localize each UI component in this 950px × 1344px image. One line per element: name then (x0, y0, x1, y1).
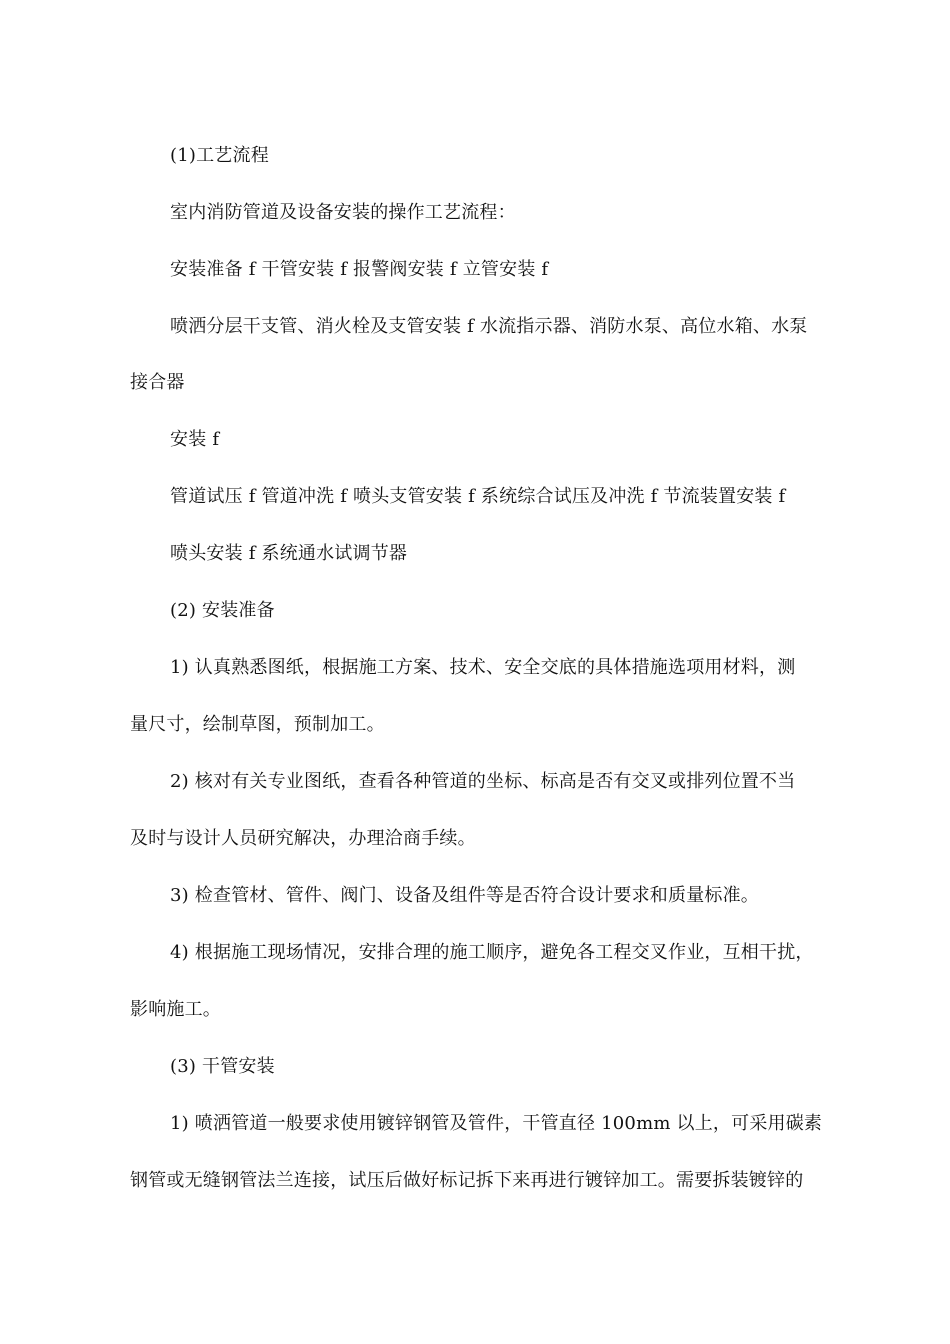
paragraph-line: 喷头安装 f 系统通水试调节器 (170, 543, 408, 564)
paragraph-line: 钢管或无缝钢管法兰连接，试压后做好标记拆下来再进行镀锌加工。需要拆装镀锌的 (130, 1170, 804, 1191)
section-heading-preparation: (2) 安装准备 (170, 600, 275, 621)
paragraph-line: 安装 f (170, 429, 220, 450)
paragraph-line: 量尺寸，绘制草图，预制加工。 (130, 714, 385, 735)
paragraph-line: 2) 核对有关专业图纸，查看各种管道的坐标、标高是否有交叉或排列位置不当 (170, 771, 796, 792)
paragraph-line: 喷洒分层干支管、消火栓及支管安装 f 水流指示器、消防水泵、高位水箱、水泵 (170, 316, 808, 337)
paragraph-line: 影响施工。 (130, 999, 221, 1020)
paragraph-line: 及时与设计人员研究解决，办理洽商手续。 (130, 828, 476, 849)
paragraph-line: 接合器 (130, 372, 185, 393)
paragraph-line: 管道试压 f 管道冲洗 f 喷头支管安装 f 系统综合试压及冲洗 f 节流装置安装 f (170, 486, 786, 507)
paragraph-line: 4) 根据施工现场情况，安排合理的施工顺序，避免各工程交叉作业，互相干扰， (170, 942, 814, 963)
paragraph-line: 1) 认真熟悉图纸，根据施工方案、技术、安全交底的具体措施选项用材料，测 (170, 657, 796, 678)
paragraph-line: 3) 检查管材、管件、阀门、设备及组件等是否符合设计要求和质量标准。 (170, 885, 759, 906)
section-heading-process-flow: (1)工艺流程 (170, 145, 269, 166)
section-heading-main-pipe: (3) 干管安装 (170, 1056, 275, 1077)
paragraph-line: 安装准备 f 干管安装 f 报警阀安装 f 立管安装 f (170, 259, 549, 280)
paragraph-line: 1) 喷洒管道一般要求使用镀锌钢管及管件，干管直径 100mm 以上，可采用碳素 (170, 1113, 823, 1134)
paragraph-line: 室内消防管道及设备安装的操作工艺流程： (170, 202, 516, 223)
